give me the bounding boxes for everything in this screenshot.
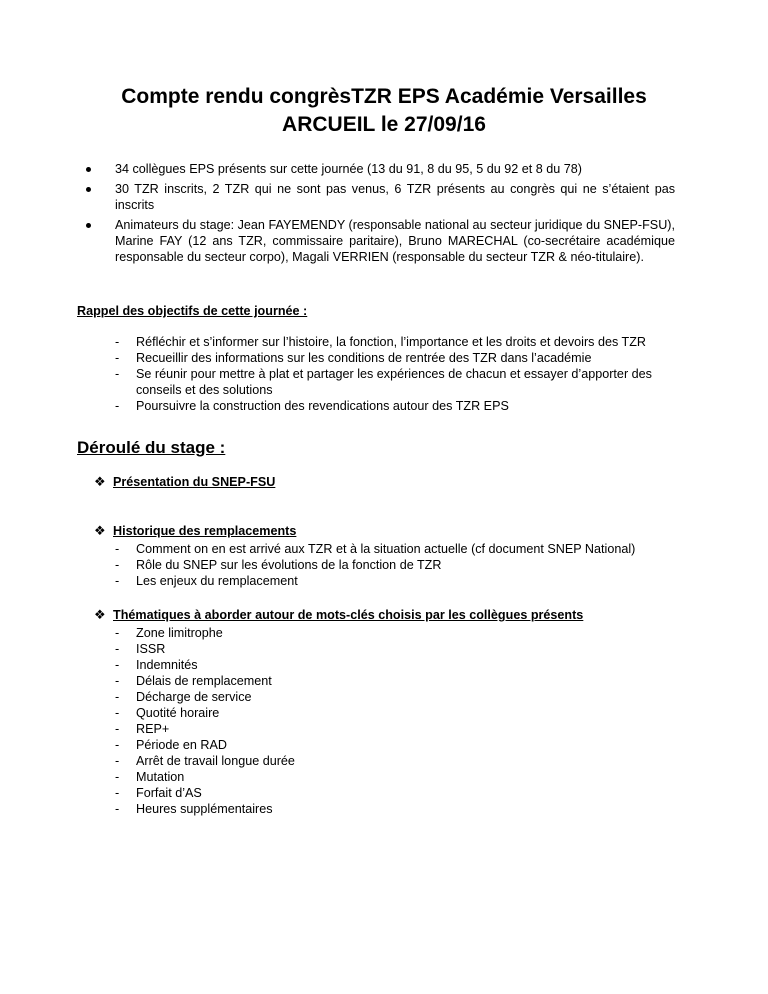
list-item xyxy=(115,657,681,673)
list-item xyxy=(115,334,681,350)
item-text: Forfait d’AS xyxy=(136,786,202,800)
dash-icon: - xyxy=(115,574,120,588)
dash-icon: - xyxy=(115,690,120,704)
item-text: ISSR xyxy=(136,642,166,656)
historique-list xyxy=(115,541,681,589)
objective-text: Réfléchir et s’informer sur l’histoire, la fonction, l’importance et les droits et devoirs des TZR xyxy=(136,335,647,349)
objectives-heading: Rappel des objectifs de cette journée : xyxy=(77,304,308,318)
list-item xyxy=(115,801,681,817)
list-item xyxy=(115,217,675,265)
dash-icon: - xyxy=(115,367,120,381)
list-item xyxy=(115,350,681,366)
dash-icon: - xyxy=(115,335,120,349)
list-item xyxy=(115,689,681,705)
section-thematiques xyxy=(94,607,584,622)
section-title: Thématiques à aborder autour de mots-clés choisis par les collègues présents xyxy=(113,608,584,622)
list-item xyxy=(115,181,675,213)
section-title: Historique des remplacements xyxy=(113,524,297,538)
list-item xyxy=(115,705,681,721)
dash-icon: - xyxy=(115,642,120,656)
document-subtitle: ARCUEIL le 27/09/16 xyxy=(282,113,486,136)
item-text: Mutation xyxy=(136,770,185,784)
list-item xyxy=(115,769,681,785)
list-item xyxy=(115,366,681,398)
document-title: Compte rendu congrèsTZR EPS Académie Versailles xyxy=(121,85,647,108)
item-text: Quotité horaire xyxy=(136,706,220,720)
bullet-icon xyxy=(86,167,91,172)
diamond-bullet-icon: ❖ xyxy=(94,474,106,489)
section-presentation xyxy=(94,474,276,489)
thematiques-list xyxy=(115,625,681,817)
item-text: REP+ xyxy=(136,722,170,736)
bullet-icon xyxy=(86,187,91,192)
bullet-text: 30 TZR inscrits, 2 TZR qui ne sont pas venus, 6 TZR présents au congrès qui ne s’étaient pas inscrits xyxy=(115,182,675,212)
list-item xyxy=(115,721,681,737)
list-item xyxy=(115,398,681,414)
list-item xyxy=(115,541,681,557)
list-item xyxy=(115,785,681,801)
dash-icon: - xyxy=(115,399,120,413)
dash-icon: - xyxy=(115,658,120,672)
intro-bullet-list xyxy=(115,161,675,269)
dash-icon: - xyxy=(115,770,120,784)
diamond-bullet-icon: ❖ xyxy=(94,607,106,622)
list-item xyxy=(115,753,681,769)
dash-icon: - xyxy=(115,706,120,720)
list-item xyxy=(115,625,681,641)
item-text: Comment on en est arrivé aux TZR et à la situation actuelle (cf document SNEP National) xyxy=(136,542,636,556)
dash-icon: - xyxy=(115,351,120,365)
dash-icon: - xyxy=(115,802,120,816)
bullet-text: 34 collègues EPS présents sur cette journée (13 du 91, 8 du 95, 5 du 92 et 8 du 78) xyxy=(115,162,582,176)
item-text: Indemnités xyxy=(136,658,198,672)
objective-text: Se réunir pour mettre à plat et partager les expériences de chacun et essayer d’apporter des conseils et des solutions xyxy=(136,367,652,397)
list-item xyxy=(115,641,681,657)
dash-icon: - xyxy=(115,738,120,752)
item-text: Rôle du SNEP sur les évolutions de la fonction de TZR xyxy=(136,558,442,572)
objective-text: Poursuivre la construction des revendications autour des TZR EPS xyxy=(136,399,509,413)
dash-icon: - xyxy=(115,754,120,768)
dash-icon: - xyxy=(115,674,120,688)
list-item xyxy=(115,737,681,753)
dash-icon: - xyxy=(115,542,120,556)
bullet-icon xyxy=(86,223,91,228)
item-text: Zone limitrophe xyxy=(136,626,223,640)
list-item xyxy=(115,161,675,177)
section-title: Présentation du SNEP-FSU xyxy=(113,475,276,489)
dash-icon: - xyxy=(115,786,120,800)
objective-text: Recueillir des informations sur les conditions de rentrée des TZR dans l’académie xyxy=(136,351,592,365)
item-text: Arrêt de travail longue durée xyxy=(136,754,295,768)
dash-icon: - xyxy=(115,558,120,572)
bullet-text: Animateurs du stage: Jean FAYEMENDY (responsable national au secteur juridique du SNEP-FSU), Marine FAY (12 ans TZR, commissaire paritaire), Bruno MARECHAL (co-secrétaire académique responsable du secteur corpo), Magali VERRIEN (responsable du secteur TZR & néo-titulaire). xyxy=(115,218,675,264)
item-text: Décharge de service xyxy=(136,690,252,704)
list-item xyxy=(115,673,681,689)
item-text: Les enjeux du remplacement xyxy=(136,574,298,588)
item-text: Heures supplémentaires xyxy=(136,802,273,816)
item-text: Période en RAD xyxy=(136,738,228,752)
dash-icon: - xyxy=(115,626,120,640)
list-item xyxy=(115,557,681,573)
deroule-heading: Déroulé du stage : xyxy=(77,438,226,457)
section-historique xyxy=(94,523,297,538)
diamond-bullet-icon: ❖ xyxy=(94,523,106,538)
list-item xyxy=(115,573,681,589)
objectives-list xyxy=(115,334,681,414)
dash-icon: - xyxy=(115,722,120,736)
item-text: Délais de remplacement xyxy=(136,674,272,688)
